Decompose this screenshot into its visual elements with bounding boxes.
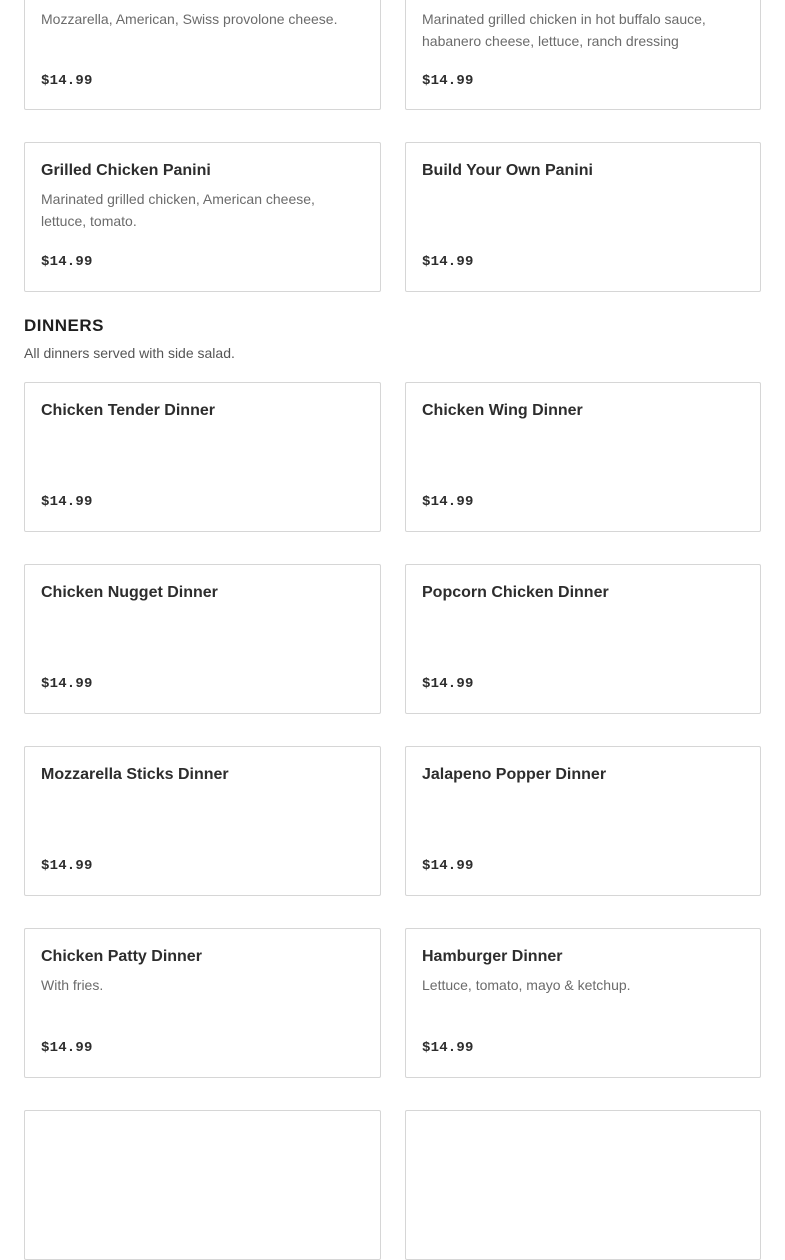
menu-item-price: $14.99 [422, 858, 474, 874]
menu-item-price: $14.99 [422, 494, 474, 510]
section-title-dinners: DINNERS [24, 316, 105, 335]
menu-item-card[interactable] [405, 564, 761, 714]
menu-item-price: $14.99 [422, 254, 474, 270]
menu-item-card[interactable] [405, 928, 761, 1078]
menu-item-name: Chicken Tender Dinner [41, 402, 215, 419]
menu-item-description: With fries. [41, 977, 104, 993]
menu-item-name: Hamburger Dinner [422, 948, 563, 965]
menu-item-card[interactable] [405, 0, 761, 110]
menu-item-price: $14.99 [41, 73, 93, 89]
menu-item-price: $14.99 [422, 1040, 474, 1056]
menu-item-card[interactable] [24, 0, 381, 110]
menu-item-description: Marinated grilled chicken in hot buffalo sauce, habanero cheese, lettuce, ranch dressing [422, 11, 706, 49]
menu-item-card[interactable] [405, 142, 761, 292]
menu-item-card[interactable] [405, 746, 761, 896]
menu-item-description: Mozzarella, American, Swiss provolone cheese. [41, 11, 338, 27]
menu-item-price: $14.99 [422, 676, 474, 692]
menu-item-price: $14.99 [41, 676, 93, 692]
menu-item-card[interactable] [24, 382, 381, 532]
menu-item-description: Lettuce, tomato, mayo & ketchup. [422, 977, 631, 993]
menu-item-description: Marinated grilled chicken, American cheese, lettuce, tomato. [41, 191, 315, 229]
menu-item-price: $14.99 [41, 858, 93, 874]
menu-item-price: $14.99 [422, 73, 474, 89]
menu-item-card[interactable] [405, 382, 761, 532]
menu-item-name: Jalapeno Popper Dinner [422, 766, 607, 783]
menu-item-price: $14.99 [41, 494, 93, 510]
menu-item-price: $14.99 [41, 1040, 93, 1056]
menu-item-name: Grilled Chicken Panini [41, 162, 211, 179]
menu-item-name: Build Your Own Panini [422, 162, 593, 179]
section-description: All dinners served with side salad. [24, 345, 235, 361]
menu-item-card[interactable] [24, 746, 381, 896]
menu-item-card[interactable] [24, 564, 381, 714]
menu-item-name: Mozzarella Sticks Dinner [41, 766, 229, 783]
menu-item-name: Popcorn Chicken Dinner [422, 584, 609, 601]
menu-item-card[interactable] [405, 1110, 761, 1260]
menu-item-card[interactable] [24, 142, 381, 292]
menu-item-name: Chicken Wing Dinner [422, 402, 583, 419]
menu-item-name: Chicken Nugget Dinner [41, 584, 218, 601]
menu-item-card[interactable] [24, 1110, 381, 1260]
menu-item-card[interactable] [24, 928, 381, 1078]
menu-item-name: Chicken Patty Dinner [41, 948, 202, 965]
menu-item-price: $14.99 [41, 254, 93, 270]
